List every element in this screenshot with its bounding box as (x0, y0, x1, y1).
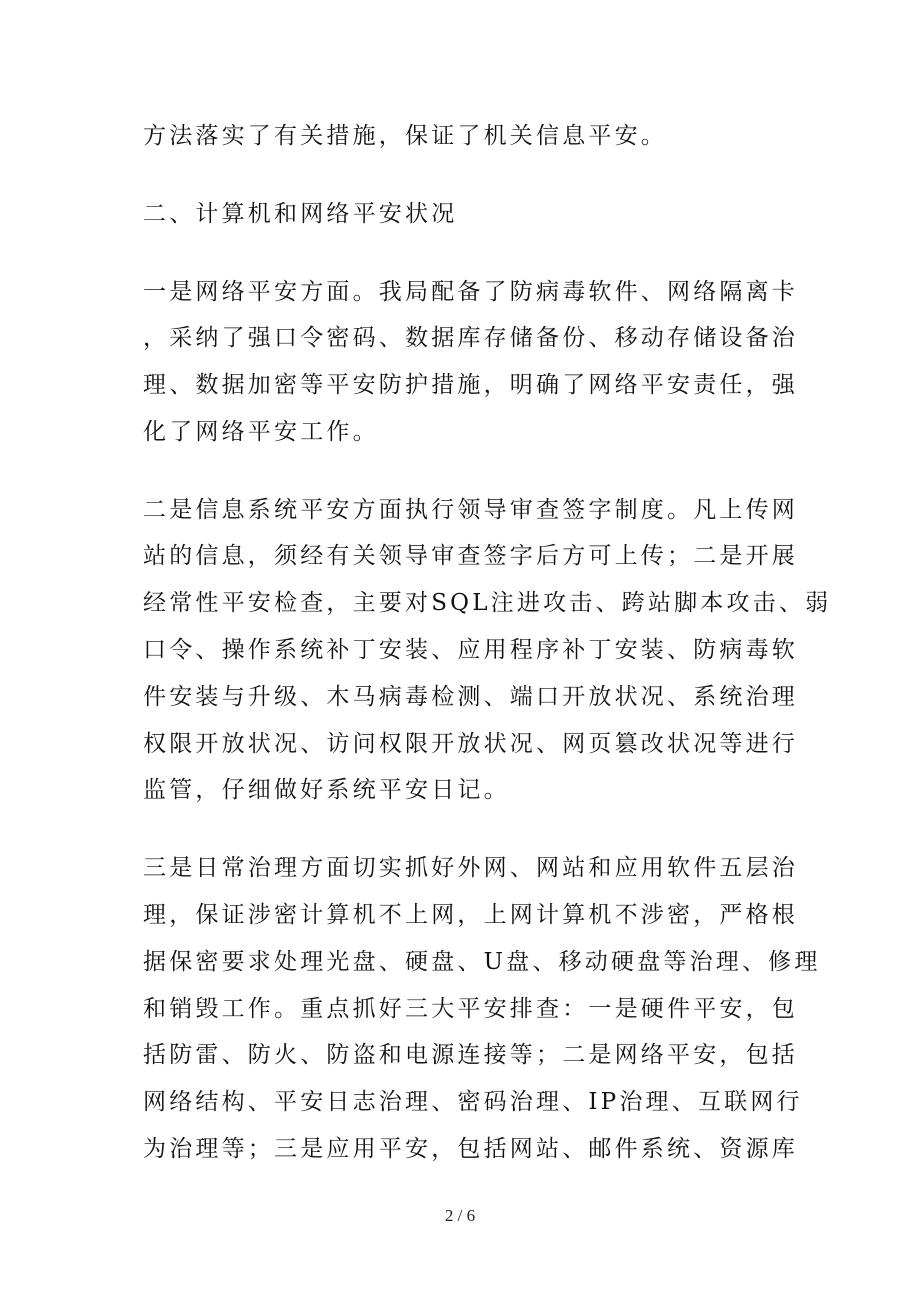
paragraph-line: 件安装与升级、木马病毒检测、端口开放状况、系统治理 (143, 684, 798, 710)
paragraph-line: 方法落实了有关措施，保证了机关信息平安。 (143, 123, 667, 149)
paragraph-line: 监管，仔细做好系统平安日记。 (143, 777, 510, 803)
paragraph-line: ，采纳了强口令密码、数据库存储备份、移动存储设备治 (143, 325, 798, 351)
paragraph-line: 站的信息，须经有关领导审查签字后方可上传；二是开展 (143, 543, 798, 569)
paragraph-line: 据保密要求处理光盘、硬盘、U盘、移动硬盘等治理、修理 (143, 949, 821, 975)
paragraph-line: 和销毁工作。重点抓好三大平安排查：一是硬件平安，包 (143, 996, 798, 1022)
paragraph-line: 化了网络平安工作。 (143, 419, 379, 445)
paragraph-line: 理，保证涉密计算机不上网，上网计算机不涉密，严格根 (143, 902, 798, 928)
paragraph-line: 口令、操作系统补丁安装、应用程序补丁安装、防病毒软 (143, 637, 798, 663)
paragraph-line: 括防雷、防火、防盗和电源连接等；二是网络平安，包括 (143, 1042, 798, 1068)
section-heading: 二、计算机和网络平安状况 (143, 201, 458, 227)
paragraph-line: 理、数据加密等平安防护措施，明确了网络平安责任，强 (143, 372, 798, 398)
paragraph-line: 三是日常治理方面切实抓好外网、网站和应用软件五层治 (143, 855, 798, 881)
paragraph-line: 网络结构、平安日志治理、密码治理、IP治理、互联网行 (143, 1089, 803, 1115)
paragraph-line: 为治理等；三是应用平安，包括网站、邮件系统、资源库 (143, 1136, 798, 1162)
paragraph-line: 二是信息系统平安方面执行领导审查签字制度。凡上传网 (143, 497, 798, 523)
paragraph-line: 一是网络平安方面。我局配备了防病毒软件、网络隔离卡 (143, 279, 798, 305)
paragraph-line: 权限开放状况、访问权限开放状况、网页篡改状况等进行 (143, 731, 798, 757)
paragraph-line: 经常性平安检查，主要对SQL注进攻击、跨站脚本攻击、弱 (143, 590, 832, 616)
page-number: 2 / 6 (444, 1206, 476, 1225)
